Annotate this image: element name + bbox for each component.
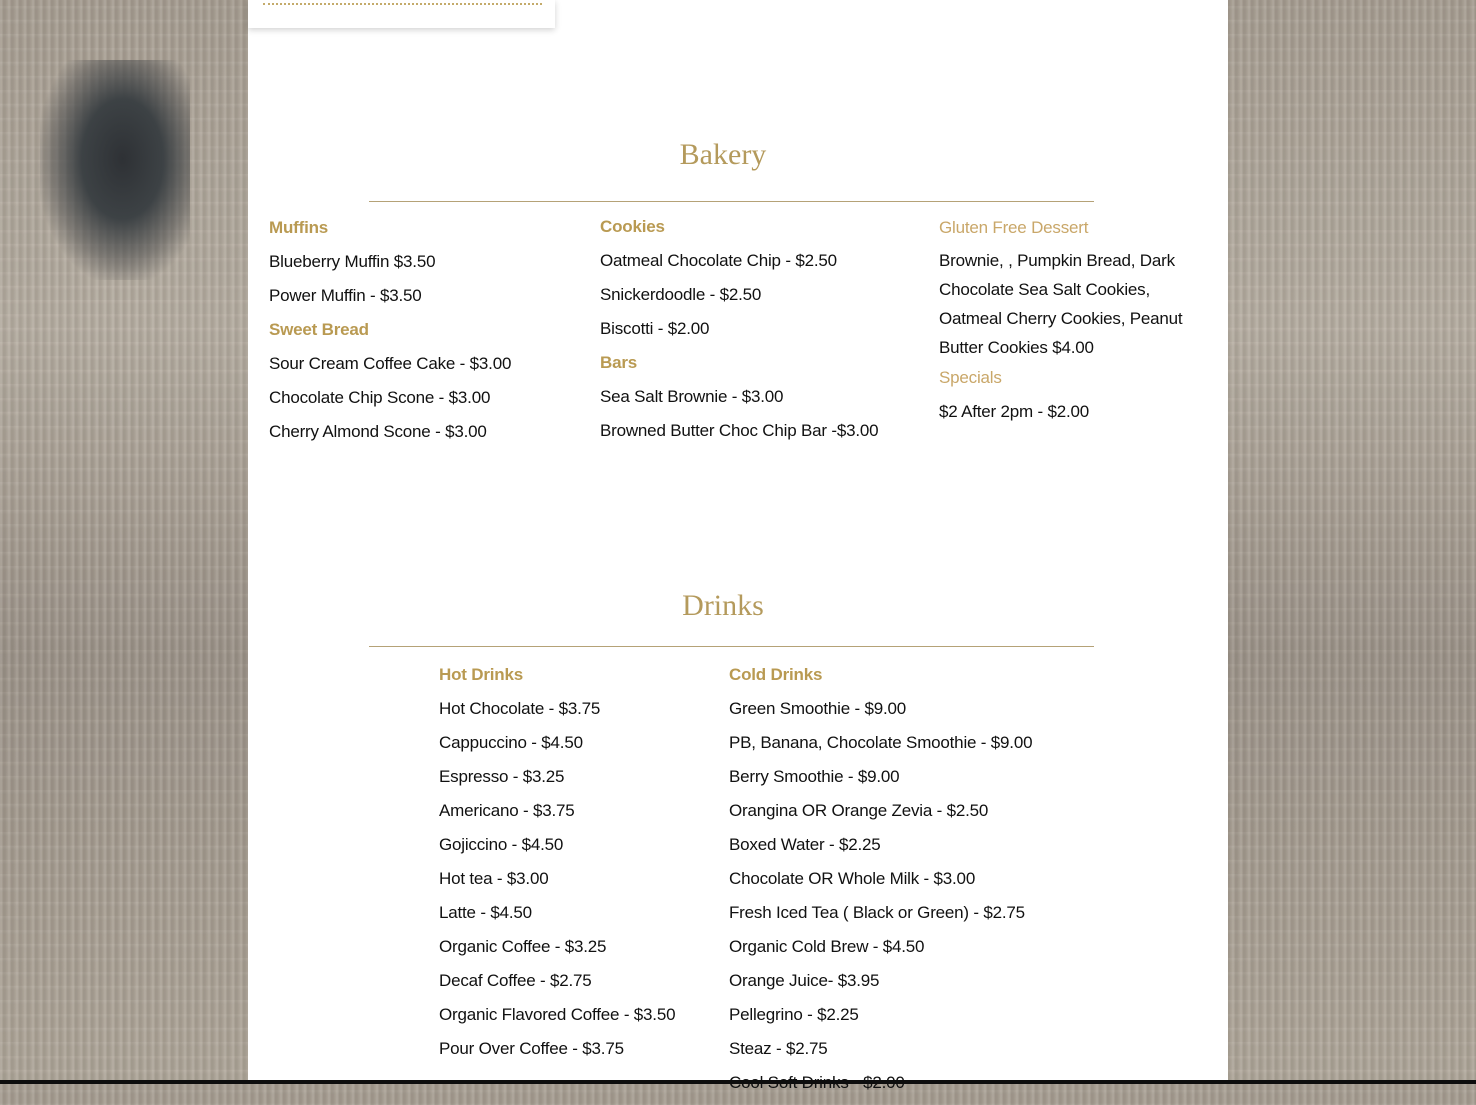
menu-item: $2 After 2pm - $2.00 [939, 402, 1090, 421]
menu-item: Snickerdoodle - $2.50 [600, 285, 762, 304]
muffins-column [269, 216, 511, 454]
cookies-heading: Cookies [600, 217, 665, 236]
cold-drinks-heading: Cold Drinks [729, 665, 823, 684]
menu-item: Organic Coffee - $3.25 [439, 937, 607, 956]
menu-item: Chocolate Chip Scone - $3.00 [269, 388, 491, 407]
gluten-free-description: Brownie, , Pumpkin Bread, Dark Chocolate Sea Salt Cookies, Oatmeal Cherry Cookies, Peanut Butter Cookies $4.00 [939, 251, 1183, 357]
menu-item: Gojiccino - $4.50 [439, 835, 564, 854]
hot-drinks-column [439, 663, 675, 1071]
menu-item: Power Muffin - $3.50 [269, 286, 422, 305]
bakery-divider [369, 201, 1094, 202]
menu-item: Organic Flavored Coffee - $3.50 [439, 1005, 676, 1024]
menu-item [729, 1071, 1032, 1105]
specials-heading: Specials [939, 368, 1002, 387]
menu-item: Oatmeal Chocolate Chip - $2.50 [600, 251, 837, 270]
menu-item: Cappuccino - $4.50 [439, 733, 583, 752]
menu-item: Berry Smoothie - $9.00 [729, 767, 900, 786]
drinks-divider [369, 646, 1094, 647]
menu-item: Orangina OR Orange Zevia - $2.50 [729, 801, 989, 820]
menu-item: Espresso - $3.25 [439, 767, 565, 786]
menu-item: Sour Cream Coffee Cake - $3.00 [269, 354, 512, 373]
menu-item: Browned Butter Choc Chip Bar -$3.00 [600, 421, 879, 440]
menu-item: Steaz - $2.75 [729, 1039, 828, 1058]
bakery-title: Bakery [679, 138, 767, 171]
hot-drinks-heading: Hot Drinks [439, 665, 523, 684]
menu-item: Pour Over Coffee - $3.75 [439, 1039, 624, 1058]
gluten-free-heading: Gluten Free Dessert [939, 218, 1089, 237]
menu-item: Hot tea - $3.00 [439, 869, 549, 888]
menu-item: Cherry Almond Scone - $3.00 [269, 422, 487, 441]
menu-item: Orange Juice- $3.95 [729, 971, 880, 990]
menu-item: Hot Chocolate - $3.75 [439, 699, 601, 718]
menu-item: Fresh Iced Tea ( Black or Green) - $2.75 [729, 903, 1025, 922]
menu-item: Latte - $4.50 [439, 903, 532, 922]
menu-item: Sea Salt Brownie - $3.00 [600, 387, 784, 406]
gluten-free-column [939, 216, 1194, 434]
dropdown-card [248, 0, 555, 28]
menu-item: Organic Cold Brew - $4.50 [729, 937, 925, 956]
menu-item: PB, Banana, Chocolate Smoothie - $9.00 [729, 733, 1033, 752]
menu-item: Americano - $3.75 [439, 801, 575, 820]
menu-item: Boxed Water - $2.25 [729, 835, 881, 854]
drinks-title: Drinks [682, 589, 764, 622]
bottom-edge-bar [0, 1080, 1476, 1084]
menu-item: Chocolate OR Whole Milk - $3.00 [729, 869, 976, 888]
sweet-bread-heading: Sweet Bread [269, 320, 369, 339]
menu-panel [248, 0, 1228, 1080]
menu-item: Blueberry Muffin $3.50 [269, 252, 436, 271]
menu-item: Green Smoothie - $9.00 [729, 699, 907, 718]
cookies-column [600, 215, 878, 453]
cold-drinks-column [729, 663, 1032, 1105]
menu-item: Pellegrino - $2.25 [729, 1005, 859, 1024]
muffins-heading: Muffins [269, 218, 329, 237]
menu-item: Decaf Coffee - $2.75 [439, 971, 592, 990]
background-wood-knot [40, 60, 190, 280]
bars-heading: Bars [600, 353, 638, 372]
dotted-divider [263, 3, 542, 5]
menu-item: Biscotti - $2.00 [600, 319, 710, 338]
